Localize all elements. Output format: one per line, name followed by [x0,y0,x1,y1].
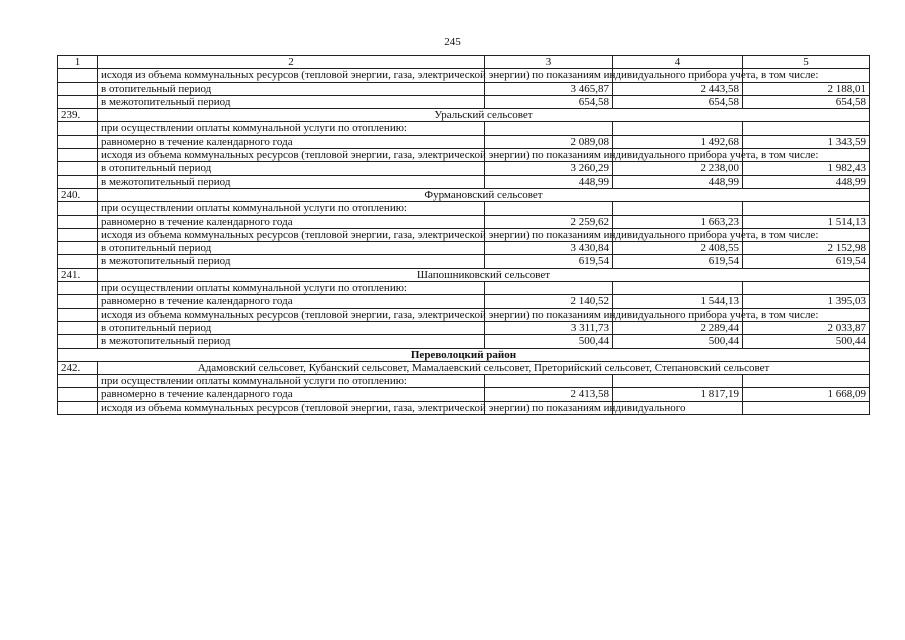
tariff-value-col3 [485,202,613,215]
tariff-value-col4: 1 544,13 [613,295,743,308]
row-index: 239. [58,109,98,122]
tariff-value-col5 [743,282,870,295]
tariff-value-col3: 3 260,29 [485,162,613,175]
tariff-value-col4 [613,122,743,135]
tariff-value-col4: 448,99 [613,175,743,188]
row-index [58,69,98,82]
row-description: равномерно в течение календарного года [98,215,485,228]
row-index [58,149,98,162]
table-row [58,162,870,175]
row-index [58,255,98,268]
row-description: в отопительный период [98,321,485,334]
row-description: исходя из объема коммунальных ресурсов (тепловой энергии, газа, электрической энергии) по показаниям индивидуального прибора учета, в том числе: [98,228,485,241]
section-row [58,268,870,281]
section-row [58,188,870,201]
row-index [58,242,98,255]
row-index [58,82,98,95]
tariff-value-col3: 3 311,73 [485,321,613,334]
section-title: Шапошниковский сельсовет [98,268,870,281]
row-description: в межотопительный период [98,175,485,188]
table-row [58,135,870,148]
row-index [58,282,98,295]
row-index [58,375,98,388]
table-row [58,388,870,401]
col-header-3: 3 [485,56,613,69]
tariff-value-col3: 2 413,58 [485,388,613,401]
table-row [58,401,870,414]
tariff-value-col3 [485,282,613,295]
table-row [58,308,870,321]
row-description: исходя из объема коммунальных ресурсов (тепловой энергии, газа, электрической энергии) по показаниям индивидуального [98,401,485,414]
tariff-value-col3: 654,58 [485,95,613,108]
row-index [58,95,98,108]
tariff-value-col5 [743,202,870,215]
table-row [58,149,870,162]
table-row [58,242,870,255]
row-index [58,202,98,215]
row-description: в отопительный период [98,162,485,175]
tariff-value-col3: 448,99 [485,175,613,188]
section-title: Адамовский сельсовет, Кубанский сельсовет, Мамалаевский сельсовет, Преторийский сельсовет, Степановский сельсовет [98,361,870,374]
row-index [58,335,98,348]
tariff-value-col5: 2 033,87 [743,321,870,334]
tariff-value-col3: 3 465,87 [485,82,613,95]
table-row [58,335,870,348]
section-row [58,109,870,122]
row-description: исходя из объема коммунальных ресурсов (тепловой энергии, газа, электрической энергии) по показаниям индивидуального прибора учета, в том числе: [98,69,485,82]
tariff-value-col3: 2 140,52 [485,295,613,308]
tariff-value-col4: 1 663,23 [613,215,743,228]
table-row [58,122,870,135]
table-row [58,321,870,334]
tariff-value-col3: 3 430,84 [485,242,613,255]
tariff-value-col4: 619,54 [613,255,743,268]
tariff-value-col5: 2 152,98 [743,242,870,255]
table-row [58,255,870,268]
tariff-value-col3: 2 259,62 [485,215,613,228]
tariff-value-col5: 619,54 [743,255,870,268]
tariff-value-col3 [485,122,613,135]
tariff-value-col4: 2 289,44 [613,321,743,334]
row-description: при осуществлении оплаты коммунальной услуги по отоплению: [98,122,485,135]
table-row [58,228,870,241]
tariff-value-col5: 1 668,09 [743,388,870,401]
row-description: в межотопительный период [98,255,485,268]
tariff-value-col4: 500,44 [613,335,743,348]
tariff-value-col5 [743,375,870,388]
row-index [58,401,98,414]
table-row [58,375,870,388]
col-header-5: 5 [743,56,870,69]
tariff-value-col4: 1 492,68 [613,135,743,148]
col-header-4: 4 [613,56,743,69]
page-number: 245 [444,36,461,48]
tariff-value-col5 [743,122,870,135]
section-title: Фурмановский сельсовет [98,188,870,201]
tariff-value-col3: 2 089,08 [485,135,613,148]
table-row [58,95,870,108]
row-description: равномерно в течение календарного года [98,135,485,148]
row-description: в межотопительный период [98,335,485,348]
row-index [58,175,98,188]
tariff-value-col5: 1 395,03 [743,295,870,308]
district-row [58,348,870,361]
table-row [58,82,870,95]
row-index: 242. [58,361,98,374]
tariff-table [57,55,870,415]
tariff-value-col4 [613,282,743,295]
column-number-row [58,56,870,69]
tariff-value-col5: 1 982,43 [743,162,870,175]
row-index [58,162,98,175]
row-description: в отопительный период [98,82,485,95]
table-row [58,175,870,188]
district-title: Переволоцкий район [58,348,870,361]
section-title: Уральский сельсовет [98,109,870,122]
row-index [58,228,98,241]
row-index [58,215,98,228]
row-index [58,308,98,321]
row-index [58,388,98,401]
tariff-value-col5: 654,58 [743,95,870,108]
col-header-2: 2 [98,56,485,69]
row-description: в межотопительный период [98,95,485,108]
tariff-value-col4: 2 238,00 [613,162,743,175]
section-row [58,361,870,374]
row-description: при осуществлении оплаты коммунальной услуги по отоплению: [98,375,485,388]
row-description: исходя из объема коммунальных ресурсов (тепловой энергии, газа, электрической энергии) по показаниям индивидуального прибора учета, в том числе: [98,149,485,162]
tariff-value-col5 [743,401,870,414]
tariff-value-col5: 1 514,13 [743,215,870,228]
row-index [58,321,98,334]
tariff-value-col4: 2 443,58 [613,82,743,95]
tariff-value-col3 [485,375,613,388]
tariff-value-col3: 500,44 [485,335,613,348]
tariff-value-col4 [613,202,743,215]
col-header-1: 1 [58,56,98,69]
row-description: при осуществлении оплаты коммунальной услуги по отоплению: [98,282,485,295]
tariff-value-col4 [613,375,743,388]
tariff-value-col5: 500,44 [743,335,870,348]
tariff-value-col4: 2 408,55 [613,242,743,255]
row-description: при осуществлении оплаты коммунальной услуги по отоплению: [98,202,485,215]
row-description: исходя из объема коммунальных ресурсов (тепловой энергии, газа, электрической энергии) по показаниям индивидуального прибора учета, в том числе: [98,308,485,321]
row-description: в отопительный период [98,242,485,255]
table-row [58,295,870,308]
row-index: 240. [58,188,98,201]
row-index [58,122,98,135]
row-index: 241. [58,268,98,281]
row-description: равномерно в течение календарного года [98,295,485,308]
row-index [58,135,98,148]
table-row [58,282,870,295]
row-description: равномерно в течение календарного года [98,388,485,401]
row-index [58,295,98,308]
table-row [58,215,870,228]
tariff-value-col5: 2 188,01 [743,82,870,95]
tariff-value-col5: 448,99 [743,175,870,188]
tariff-value-col5: 1 343,59 [743,135,870,148]
tariff-value-col4: 1 817,19 [613,388,743,401]
table-row [58,202,870,215]
tariff-value-col3: 619,54 [485,255,613,268]
tariff-value-col4: 654,58 [613,95,743,108]
table-row [58,69,870,82]
